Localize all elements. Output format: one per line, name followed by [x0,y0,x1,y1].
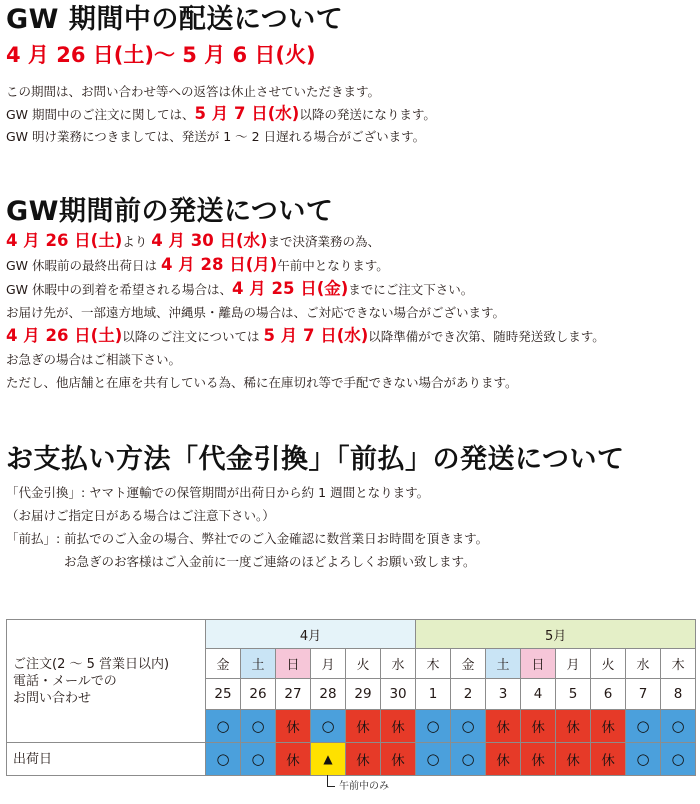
highlight-date: 5 月 7 日(水) [263,326,369,346]
ship-status-cell: ○ [451,743,486,776]
ship-status-cell: 休 [556,743,591,776]
order-status-cell: 休 [521,710,556,743]
section-body [6,481,696,573]
text: 以降準備ができ次第、随時発送致します。 [368,329,605,345]
gw-during-section [6,4,696,148]
text-line [6,229,696,253]
note-text: 午前中のみ [339,781,389,792]
weekday-cell: 火 [591,649,626,679]
date-cell: 1 [416,679,451,710]
ship-status-cell: ○ [661,743,696,776]
gw-calendar-table [6,619,696,776]
date-cell: 2 [451,679,486,710]
ship-status-cell: 休 [486,743,521,776]
section-title: GW期間前の発送について [6,196,334,227]
ship-status-cell: ○ [416,743,451,776]
text: GW 期間中のご注文に関しては、 [6,107,195,123]
text: GW 休暇中の到着を希望される場合は、 [6,282,233,298]
highlight-date: 4 月 25 日(金) [232,279,349,299]
text: より [122,234,148,250]
ship-status-row [7,743,696,776]
date-cell: 25 [206,679,241,710]
ship-status-cell: ○ [626,743,661,776]
text-line: お届け先が、一部遠方地域、沖縄県・離島の場合は、ご対応できない場合がございます。 [6,305,506,321]
highlight-date: 5 月 7 日(水) [194,104,300,124]
date-cell: 6 [591,679,626,710]
order-status-cell: ○ [451,710,486,743]
order-status-cell: 休 [556,710,591,743]
date-cell: 3 [486,679,521,710]
text-line: GW 明け業務につきましては、発送が 1 ～ 2 日遅れる場合がございます。 [6,129,426,145]
gw-before-section [6,196,696,394]
order-status-cell: 休 [381,710,416,743]
ship-status-cell: 休 [591,743,626,776]
order-header-cell [7,620,206,743]
weekday-cell: 土 [241,649,276,679]
order-status-cell: ○ [416,710,451,743]
weekday-cell: 月 [556,649,591,679]
weekday-cell: 月 [311,649,346,679]
section-body [6,229,696,394]
order-status-cell: ○ [241,710,276,743]
highlight-date: 4 月 28 日(月) [161,255,278,275]
weekday-cell: 水 [381,649,416,679]
text-line: 「代金引換」: ヤマト運輸での保管期間が出荷日から約 1 週間となります。 [6,485,430,501]
text: までにご注文下さい。 [348,282,474,298]
text: GW 休暇前の最終出荷日は [6,258,158,274]
date-cell: 30 [381,679,416,710]
order-status-cell: ○ [311,710,346,743]
ship-status-cell: 休 [381,743,416,776]
weekday-cell: 金 [451,649,486,679]
ship-status-cell: 休 [521,743,556,776]
order-status-cell: 休 [276,710,311,743]
date-cell: 28 [311,679,346,710]
text-line: この期間は、お問い合わせ等への返答は休止させていただきます。 [6,84,381,100]
text-line: お急ぎのお客様はご入金前に一度ご連絡のほどよろしくお願い致します。 [64,554,476,570]
highlight-date: 4 月 26 日(土) [6,231,123,251]
ship-status-cell: ▲ [311,743,346,776]
weekday-cell: 水 [626,649,661,679]
date-cell: 27 [276,679,311,710]
ship-status-cell: 休 [346,743,381,776]
ship-header-cell: 出荷日 [7,743,206,776]
text: 以降の発送になります。 [299,107,436,123]
text-line: 「前払」: 前払でのご入金の場合、弊社でのご入金確認に数営業日お時間を頂きます。 [6,531,489,547]
bracket-mark [327,775,335,787]
text-line [6,277,696,301]
highlight-date: 4 月 30 日(水) [151,231,268,251]
ship-status-cell: ○ [241,743,276,776]
order-header-line: お問い合わせ [13,690,92,706]
order-status-cell: ○ [626,710,661,743]
order-status-cell: 休 [591,710,626,743]
month-april: 4月 [206,620,416,649]
weekday-cell: 火 [346,649,381,679]
date-cell: 29 [346,679,381,710]
gw-period: 4 月 26 日(土)～ 5 月 6 日(火) [6,43,316,68]
order-status-cell: 休 [346,710,381,743]
text: 午前中となります。 [277,258,389,274]
weekday-cell: 日 [276,649,311,679]
highlight-date: 4 月 26 日(土) [6,326,123,346]
order-status-cell: ○ [661,710,696,743]
month-may: 5月 [416,620,696,649]
payment-section [6,444,696,573]
text-line [6,324,696,348]
weekday-cell: 木 [661,649,696,679]
text-line: お急ぎの場合はご相談下さい。 [6,352,182,368]
month-row [7,620,696,649]
section-title: お支払い方法「代金引換」「前払」の発送について [6,444,625,475]
text-line: ただし、他店舗と在庫を共有している為、稀に在庫切れ等で手配できない場合があります。 [6,375,518,391]
weekday-cell: 金 [206,649,241,679]
date-cell: 4 [521,679,556,710]
weekday-cell: 木 [416,649,451,679]
date-cell: 5 [556,679,591,710]
text-line [6,103,696,126]
ship-status-cell: 休 [276,743,311,776]
order-status-cell: 休 [486,710,521,743]
order-status-cell: ○ [206,710,241,743]
text: まで決済業務の為、 [267,234,381,250]
text-line [6,253,696,277]
text: 以降のご注文については [122,329,260,345]
text-line: （お届けご指定日がある場合はご注意下さい。） [6,508,275,524]
weekday-cell: 土 [486,649,521,679]
order-header-line: ご注文(2 ～ 5 営業日以内) [13,656,170,672]
order-header-line: 電話・メールでの [13,673,117,689]
date-cell: 8 [661,679,696,710]
weekday-cell: 日 [521,649,556,679]
date-cell: 7 [626,679,661,710]
ship-status-cell: ○ [206,743,241,776]
section-body [6,81,696,148]
date-cell: 26 [241,679,276,710]
morning-only-note [327,777,389,792]
section-title: GW 期間中の配送について [6,4,344,35]
